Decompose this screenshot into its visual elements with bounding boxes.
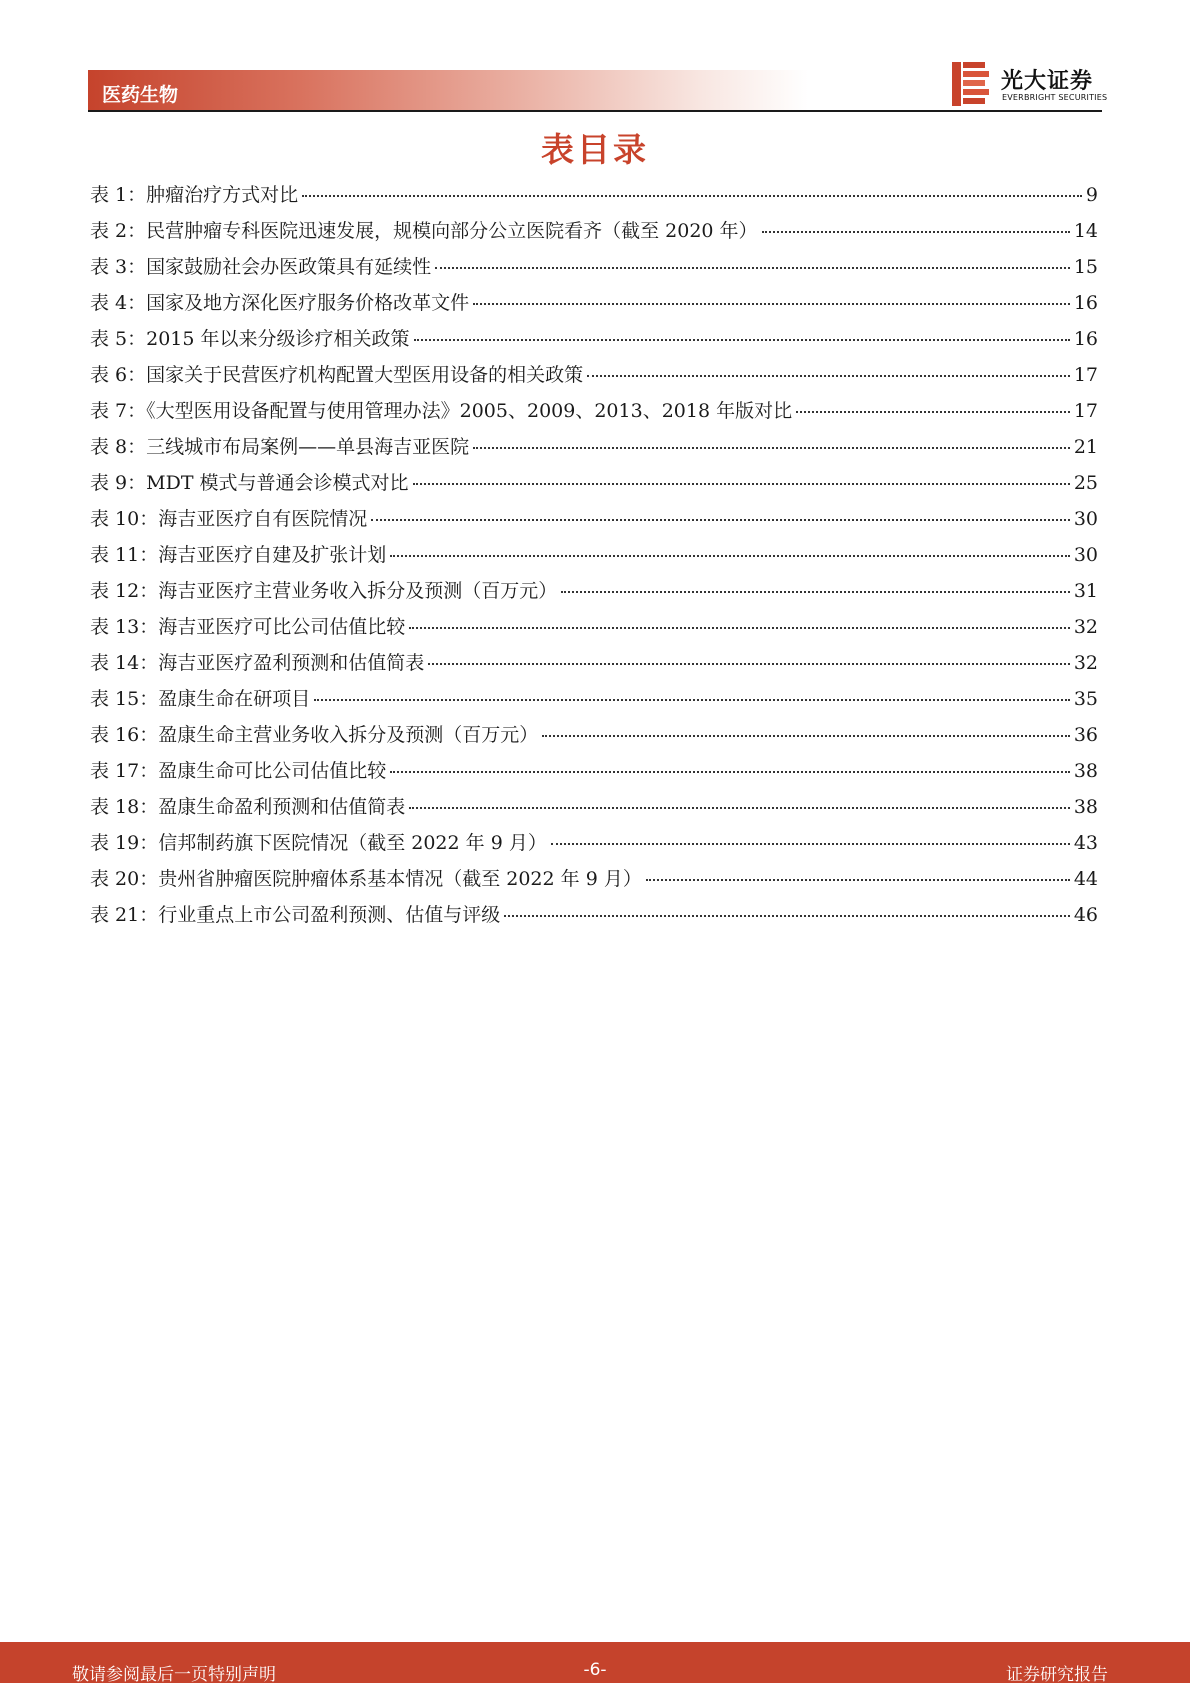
toc-entry-label[interactable]: 表 16：盈康生命主营业务收入拆分及预测（百万元） [90,724,539,746]
toc-entry-label[interactable]: 表 7：《大型医用设备配置与使用管理办法》2005、2009、2013、2018 年版对比 [90,400,793,422]
toc-entry[interactable] [90,396,1098,432]
toc-dot-leader [473,303,1070,305]
toc-entry-label[interactable]: 表 12：海吉亚医疗主营业务收入拆分及预测（百万元） [90,580,558,602]
toc-entry[interactable] [90,468,1098,504]
toc-entry-label[interactable]: 表 5：2015 年以来分级诊疗相关政策 [90,328,410,350]
footer-disclaimer: 敬请参阅最后一页特别声明 [72,1665,276,1685]
toc-entry-label[interactable]: 表 2：民营肿瘤专科医院迅速发展，规模向部分公立医院看齐（截至 2020 年） [90,220,758,242]
section-label: 医药生物 [102,84,179,106]
toc-entry[interactable] [90,540,1098,576]
toc-dot-leader [413,483,1070,485]
toc-entry-page[interactable]: 35 [1073,688,1098,710]
toc-entry-label[interactable]: 表 10：海吉亚医疗自有医院情况 [90,508,368,530]
toc-entry[interactable] [90,432,1098,468]
toc-dot-leader [414,339,1070,341]
toc-entry-label[interactable]: 表 21：行业重点上市公司盈利预测、估值与评级 [90,904,501,926]
toc-entry[interactable] [90,360,1098,396]
toc-entry-page[interactable]: 36 [1073,724,1098,746]
toc-dot-leader [435,267,1070,269]
toc-entry-page[interactable]: 31 [1073,580,1098,602]
page-title: 表目录 [541,130,649,169]
toc-entry-label[interactable]: 表 17：盈康生命可比公司估值比较 [90,760,387,782]
toc-entry-page[interactable]: 30 [1073,508,1098,530]
toc-dot-leader [390,555,1070,557]
toc-dot-leader [587,375,1070,377]
toc-entry-label[interactable]: 表 13：海吉亚医疗可比公司估值比较 [90,616,406,638]
everbright-logo-icon [952,62,992,106]
toc-entry-page[interactable]: 15 [1073,256,1098,278]
footer-report-type: 证券研究报告 [1006,1665,1108,1685]
toc-entry-page[interactable]: 38 [1073,760,1098,782]
page-number: -6- [583,1660,607,1680]
toc-entry-page[interactable]: 16 [1073,328,1098,350]
logo-name-cn: 光大证券 [1001,69,1094,94]
toc-entry-page[interactable]: 46 [1073,904,1098,926]
toc-entry-label[interactable]: 表 4：国家及地方深化医疗服务价格改革文件 [90,292,470,314]
toc-entry-page[interactable]: 21 [1073,436,1098,458]
toc-dot-leader [371,519,1070,521]
table-of-contents [90,180,1098,936]
toc-entry-page[interactable]: 16 [1073,292,1098,314]
toc-entry[interactable] [90,216,1098,252]
toc-entry-label[interactable]: 表 8：三线城市布局案例——单县海吉亚医院 [90,436,470,458]
company-logo [952,60,1108,108]
toc-entry[interactable] [90,612,1098,648]
toc-entry[interactable] [90,288,1098,324]
toc-entry[interactable] [90,900,1098,936]
toc-entry-page[interactable]: 25 [1073,472,1098,494]
toc-entry[interactable] [90,252,1098,288]
toc-entry-label[interactable]: 表 9：MDT 模式与普通会诊模式对比 [90,472,409,494]
toc-entry-page[interactable]: 44 [1073,868,1098,890]
toc-dot-leader [409,627,1070,629]
toc-entry[interactable] [90,504,1098,540]
toc-dot-leader [762,231,1070,233]
toc-entry-page[interactable]: 9 [1085,184,1098,206]
toc-entry[interactable] [90,720,1098,756]
toc-dot-leader [409,807,1070,809]
toc-dot-leader [314,699,1070,701]
toc-dot-leader [473,447,1070,449]
toc-entry-label[interactable]: 表 20：贵州省肿瘤医院肿瘤体系基本情况（截至 2022 年 9 月） [90,868,642,890]
toc-entry[interactable] [90,756,1098,792]
toc-dot-leader [428,663,1070,665]
header-band [88,70,808,110]
toc-dot-leader [390,771,1070,773]
toc-dot-leader [796,411,1070,413]
toc-entry-page[interactable]: 32 [1073,652,1098,674]
toc-entry[interactable] [90,684,1098,720]
toc-dot-leader [551,843,1070,845]
toc-entry[interactable] [90,648,1098,684]
toc-entry[interactable] [90,324,1098,360]
toc-entry-label[interactable]: 表 18：盈康生命盈利预测和估值简表 [90,796,406,818]
logo-name-en: EVERBRIGHT SECURITIES [1002,93,1108,102]
toc-entry[interactable] [90,864,1098,900]
toc-entry-label[interactable]: 表 15：盈康生命在研项目 [90,688,311,710]
toc-entry-page[interactable]: 32 [1073,616,1098,638]
toc-dot-leader [542,735,1070,737]
toc-dot-leader [646,879,1070,881]
toc-entry-page[interactable]: 17 [1073,400,1098,422]
toc-entry[interactable] [90,180,1098,216]
header-divider [88,110,1102,112]
toc-entry[interactable] [90,792,1098,828]
toc-entry-page[interactable]: 30 [1073,544,1098,566]
toc-dot-leader [504,915,1070,917]
toc-dot-leader [561,591,1070,593]
toc-entry-label[interactable]: 表 11：海吉亚医疗自建及扩张计划 [90,544,387,566]
toc-entry-label[interactable]: 表 19：信邦制药旗下医院情况（截至 2022 年 9 月） [90,832,547,854]
toc-entry-label[interactable]: 表 14：海吉亚医疗盈利预测和估值简表 [90,652,425,674]
toc-entry[interactable] [90,576,1098,612]
toc-entry-page[interactable]: 43 [1073,832,1098,854]
toc-entry-label[interactable]: 表 1：肿瘤治疗方式对比 [90,184,299,206]
toc-entry-label[interactable]: 表 6：国家关于民营医疗机构配置大型医用设备的相关政策 [90,364,584,386]
toc-entry-page[interactable]: 14 [1073,220,1098,242]
toc-entry-page[interactable]: 17 [1073,364,1098,386]
toc-dot-leader [302,195,1082,197]
toc-entry[interactable] [90,828,1098,864]
toc-entry-page[interactable]: 38 [1073,796,1098,818]
toc-entry-label[interactable]: 表 3：国家鼓励社会办医政策具有延续性 [90,256,432,278]
